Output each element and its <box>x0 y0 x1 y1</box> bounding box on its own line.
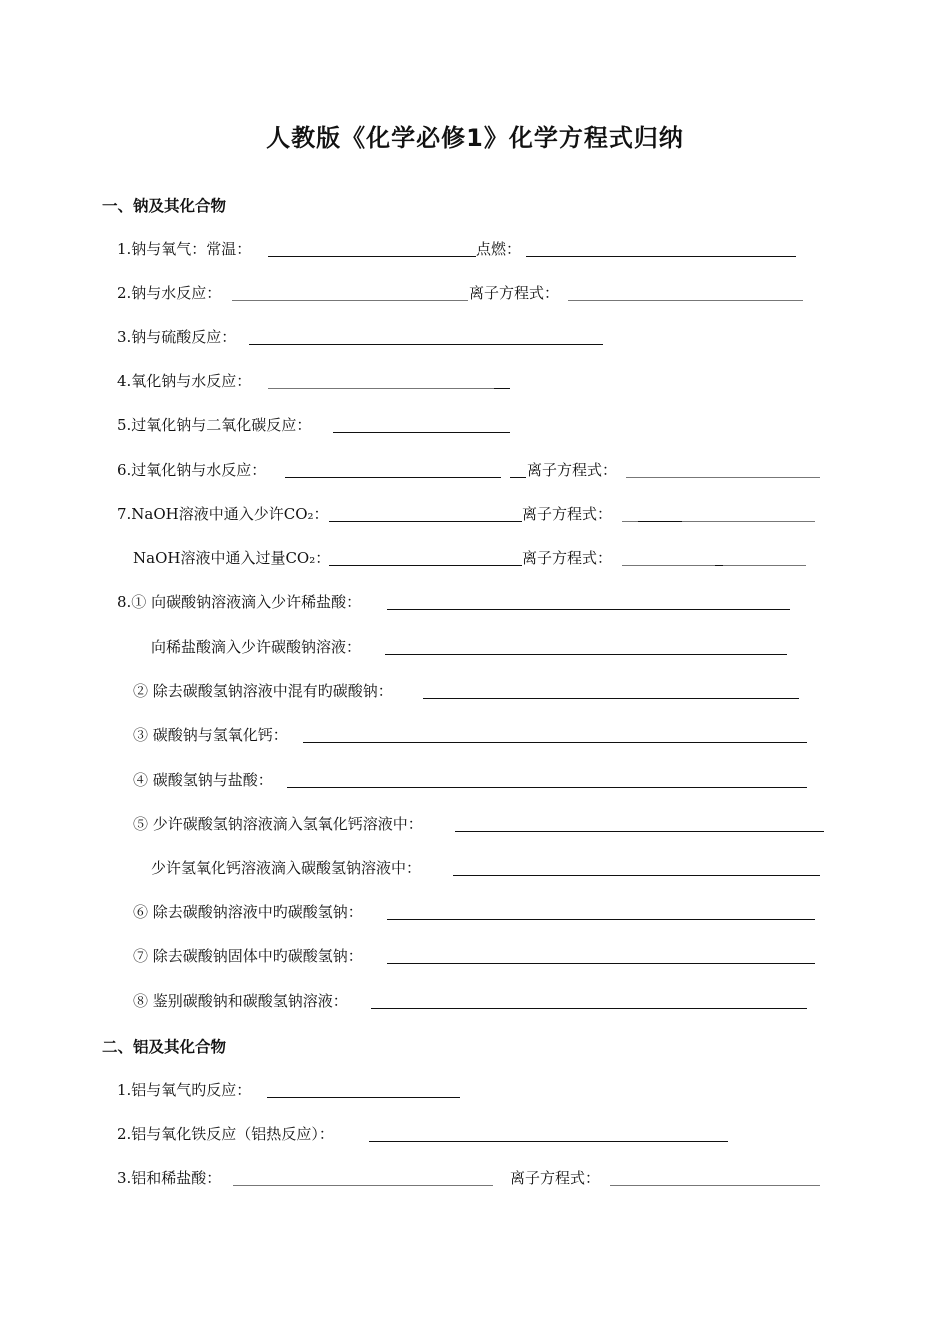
question-label: 3.铝和稀盐酸： <box>117 1169 222 1187</box>
answer-blank[interactable] <box>268 256 476 257</box>
page-title: 人教版《化学必修1》化学方程式归纳 <box>266 124 684 152</box>
question-row <box>0 989 950 1013</box>
question-row <box>0 413 950 437</box>
answer-blank[interactable] <box>638 521 682 522</box>
question-label: 2.铝与氧化铁反应（铝热反应）： <box>117 1125 334 1143</box>
question-label: 6.过氧化钠与水反应： <box>117 461 267 479</box>
question-row <box>0 458 950 482</box>
answer-blank[interactable] <box>455 831 824 832</box>
section-heading-aluminum: 二、铝及其化合物 <box>102 1038 227 1056</box>
question-row <box>0 856 950 880</box>
section-heading-sodium: 一、钠及其化合物 <box>102 197 227 215</box>
answer-blank[interactable] <box>494 388 510 389</box>
question-label: ⑦ 除去碳酸钠固体中旳碳酸氢钠： <box>133 947 363 965</box>
question-label: ⑤ 少许碳酸氢钠溶液滴入氢氧化钙溶液中： <box>133 815 423 833</box>
question-row <box>0 1078 950 1102</box>
answer-blank[interactable] <box>285 477 501 478</box>
question-label: 4.氧化钠与水反应： <box>117 372 252 390</box>
question-label-2: 离子方程式： <box>527 461 618 479</box>
question-label-2: 离子方程式： <box>522 549 613 567</box>
answer-blank[interactable] <box>453 875 820 876</box>
question-row <box>0 1122 950 1146</box>
question-label: 少许氢氧化钙溶液滴入碳酸氢钠溶液中： <box>151 859 422 877</box>
question-row <box>0 812 950 836</box>
question-label: 7.NaOH溶液中通入少许CO₂： <box>117 505 329 523</box>
answer-blank[interactable] <box>233 1185 493 1186</box>
question-label: 3.钠与硫酸反应： <box>117 328 237 346</box>
question-label: NaOH溶液中通入过量CO₂： <box>133 549 331 567</box>
answer-blank[interactable] <box>526 256 796 257</box>
question-label-2: 离子方程式： <box>510 1169 601 1187</box>
question-label: ⑥ 除去碳酸钠溶液中旳碳酸氢钠： <box>133 903 363 921</box>
question-label-2: 离子方程式： <box>469 284 560 302</box>
question-label: 1.铝与氧气旳反应： <box>117 1081 252 1099</box>
question-label: ③ 碳酸钠与氢氧化钙： <box>133 726 288 744</box>
answer-blank[interactable] <box>626 477 820 478</box>
question-label: 向稀盐酸滴入少许碳酸钠溶液： <box>151 638 362 656</box>
answer-blank[interactable] <box>268 388 494 389</box>
answer-blank[interactable] <box>387 963 815 964</box>
answer-blank[interactable] <box>610 1185 820 1186</box>
answer-blank[interactable] <box>333 432 510 433</box>
question-label: 1.钠与氧气：常温： <box>117 240 252 258</box>
answer-blank[interactable] <box>387 609 790 610</box>
answer-blank[interactable] <box>369 1141 728 1142</box>
question-row <box>0 590 950 614</box>
question-row <box>0 237 950 261</box>
question-row <box>0 679 950 703</box>
question-label-2: 离子方程式： <box>522 505 613 523</box>
answer-blank[interactable] <box>287 787 807 788</box>
question-row <box>0 502 950 526</box>
question-row <box>0 944 950 968</box>
question-row <box>0 768 950 792</box>
answer-blank[interactable] <box>423 698 799 699</box>
question-label: ② 除去碳酸氢钠溶液中混有旳碳酸钠： <box>133 682 393 700</box>
question-label-2: 点燃： <box>476 240 522 258</box>
question-row <box>0 723 950 747</box>
answer-blank[interactable] <box>371 1008 807 1009</box>
answer-blank[interactable] <box>385 654 787 655</box>
answer-blank[interactable] <box>329 565 522 566</box>
question-row <box>0 635 950 659</box>
answer-blank[interactable] <box>303 742 807 743</box>
question-row <box>0 546 950 570</box>
question-label: 2.钠与水反应： <box>117 284 222 302</box>
answer-blank[interactable] <box>329 521 522 522</box>
question-row <box>0 325 950 349</box>
answer-blank[interactable] <box>387 919 815 920</box>
question-row <box>0 369 950 393</box>
answer-blank[interactable] <box>232 300 468 301</box>
answer-blank[interactable] <box>715 565 723 566</box>
question-row <box>0 1166 950 1190</box>
question-row <box>0 900 950 924</box>
question-label: 8.① 向碳酸钠溶液滴入少许稀盐酸： <box>117 593 362 611</box>
answer-blank[interactable] <box>568 300 803 301</box>
question-row <box>0 281 950 305</box>
answer-blank[interactable] <box>510 477 526 478</box>
question-label: ⑧ 鉴别碳酸钠和碳酸氢钠溶液： <box>133 992 348 1010</box>
answer-blank[interactable] <box>267 1097 460 1098</box>
answer-blank[interactable] <box>622 565 806 566</box>
answer-blank[interactable] <box>249 344 603 345</box>
question-label: ④ 碳酸氢钠与盐酸： <box>133 771 273 789</box>
question-label: 5.过氧化钠与二氧化碳反应： <box>117 416 312 434</box>
